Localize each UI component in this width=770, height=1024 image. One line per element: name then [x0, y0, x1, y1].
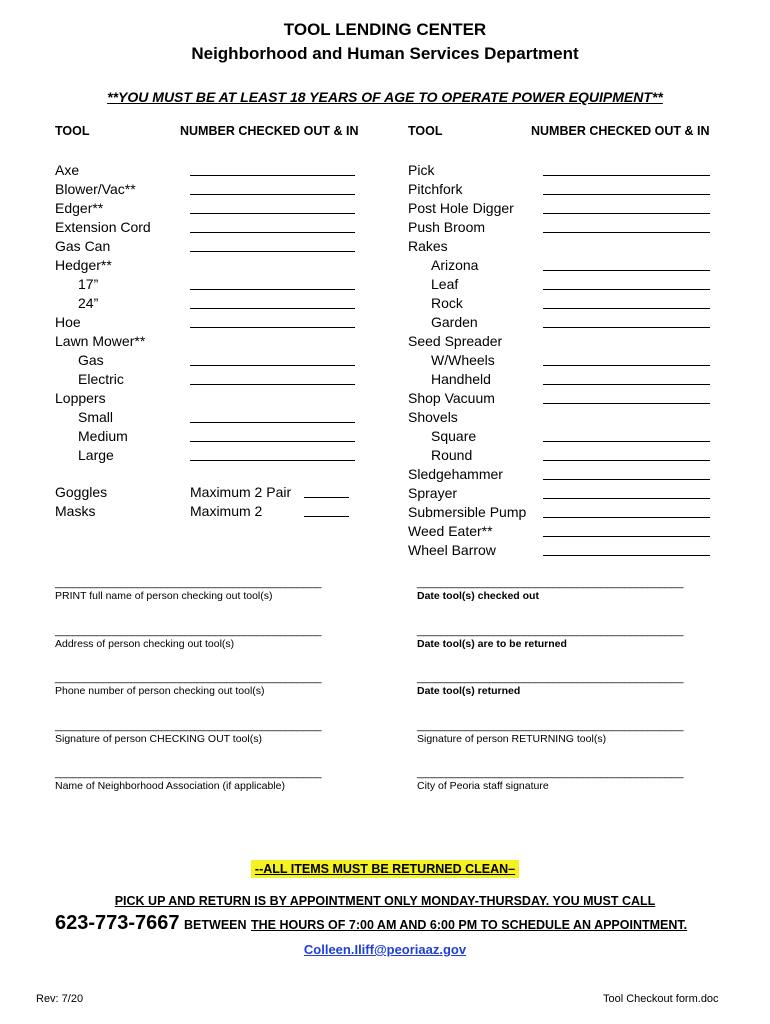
tool-item-label: Loppers: [55, 390, 106, 406]
count-entry-line[interactable]: [190, 327, 355, 328]
phone-line: [55, 912, 687, 935]
tool-item-label: Edger**: [55, 200, 104, 216]
count-entry-line[interactable]: [543, 384, 710, 385]
signature-field-label: Address of person checking out tool(s): [55, 638, 235, 650]
left-tool-header: TOOL: [55, 124, 90, 138]
count-entry-line[interactable]: [543, 517, 710, 518]
tool-item-label: Round: [431, 447, 473, 463]
count-entry-line[interactable]: [190, 365, 355, 366]
tool-item-label: Square: [431, 428, 477, 444]
tool-item-label: Medium: [78, 428, 128, 444]
signature-line[interactable]: _____________________________________________: [55, 720, 322, 732]
count-entry-line[interactable]: [304, 497, 349, 498]
count-entry-line[interactable]: [543, 308, 710, 309]
signature-field-label: Signature of person RETURNING tool(s): [417, 733, 607, 745]
email-wrap: [0, 941, 770, 959]
age-warning: **YOU MUST BE AT LEAST 18 YEARS OF AGE TO OPERATE POWER EQUIPMENT**: [107, 89, 663, 105]
count-entry-line[interactable]: [543, 175, 710, 176]
count-entry-line[interactable]: [543, 365, 710, 366]
safety-item-label: Masks: [55, 503, 96, 519]
signature-line[interactable]: _____________________________________________: [417, 767, 684, 779]
tool-item-label: Pick: [408, 162, 435, 178]
signature-field-label: City of Peoria staff signature: [417, 780, 549, 792]
tool-item-label: 24”: [78, 295, 99, 311]
department-subtitle: Neighborhood and Human Services Department: [191, 44, 579, 63]
phone-number: 623-773-7667: [55, 912, 180, 934]
tool-item-label: Hoe: [55, 314, 81, 330]
tool-item-label: Large: [78, 447, 114, 463]
tool-item-label: Arizona: [431, 257, 479, 273]
count-entry-line[interactable]: [543, 327, 710, 328]
tool-item-label: Submersible Pump: [408, 504, 527, 520]
signature-line[interactable]: _____________________________________________: [417, 625, 684, 637]
tool-item-label: Push Broom: [408, 219, 486, 235]
tool-item-label: Hedger**: [55, 257, 112, 273]
form-title: TOOL LENDING CENTER: [283, 20, 487, 39]
signature-field-label: Date tool(s) returned: [417, 685, 521, 697]
count-entry-line[interactable]: [543, 460, 710, 461]
count-entry-line[interactable]: [543, 498, 710, 499]
count-entry-line[interactable]: [190, 213, 355, 214]
max-quantity-label: Maximum 2: [190, 503, 263, 519]
tool-item-label: Post Hole Digger: [408, 200, 514, 216]
count-entry-line[interactable]: [190, 175, 355, 176]
max-quantity-label: Maximum 2 Pair: [190, 484, 292, 500]
tool-item-label: 17”: [78, 276, 99, 292]
clean-notice: --ALL ITEMS MUST BE RETURNED CLEAN–: [251, 860, 519, 878]
count-entry-line[interactable]: [543, 232, 710, 233]
tool-item-label: Garden: [431, 314, 478, 330]
tool-item-label: Leaf: [431, 276, 459, 292]
count-entry-line[interactable]: [190, 384, 355, 385]
count-entry-line[interactable]: [543, 555, 710, 556]
signature-line[interactable]: _____________________________________________: [417, 720, 684, 732]
right-tool-header: TOOL: [408, 124, 443, 138]
signature-field-label: Signature of person CHECKING OUT tool(s): [55, 733, 262, 745]
count-entry-line[interactable]: [190, 251, 355, 252]
tool-item-label: Gas Can: [55, 238, 111, 254]
signature-line[interactable]: _____________________________________________: [55, 767, 322, 779]
hours-text: THE HOURS OF 7:00 AM AND 6:00 PM TO SCHEDULE AN APPOINTMENT.: [250, 918, 688, 932]
between-text: BETWEEN: [184, 918, 247, 932]
count-entry-line[interactable]: [190, 289, 355, 290]
count-entry-line[interactable]: [190, 308, 355, 309]
safety-item-label: Goggles: [55, 484, 108, 500]
tool-item-label: Wheel Barrow: [408, 542, 496, 558]
count-entry-line[interactable]: [190, 422, 355, 423]
tool-item-label: Sledgehammer: [408, 466, 503, 482]
count-entry-line[interactable]: [190, 232, 355, 233]
count-entry-line[interactable]: [190, 194, 355, 195]
count-entry-line[interactable]: [190, 441, 355, 442]
tool-item-label: Blower/Vac**: [55, 181, 136, 197]
tool-item-label: Electric: [78, 371, 124, 387]
tool-item-label: Shovels: [408, 409, 458, 425]
tool-item-label: Extension Cord: [55, 219, 151, 235]
count-entry-line[interactable]: [543, 403, 710, 404]
signature-line[interactable]: _____________________________________________: [55, 672, 322, 684]
tool-item-label: Handheld: [431, 371, 491, 387]
signature-field-label: Name of Neighborhood Association (if applicable): [55, 780, 285, 792]
contact-email-link[interactable]: Colleen.Iliff@peoriaaz.gov: [303, 942, 467, 957]
tool-item-label: Lawn Mower**: [55, 333, 146, 349]
tool-item-label: Rock: [431, 295, 463, 311]
count-entry-line[interactable]: [543, 270, 710, 271]
right-number-header: NUMBER CHECKED OUT & IN: [531, 124, 710, 138]
count-entry-line[interactable]: [543, 441, 710, 442]
count-entry-line[interactable]: [543, 194, 710, 195]
count-entry-line[interactable]: [543, 536, 710, 537]
tool-item-label: Weed Eater**: [408, 523, 493, 539]
count-entry-line[interactable]: [543, 479, 710, 480]
signature-field-label: Phone number of person checking out tool(s): [55, 685, 265, 697]
revision-label: Rev: 7/20: [36, 993, 84, 1005]
tool-item-label: Sprayer: [408, 485, 458, 501]
signature-line[interactable]: _____________________________________________: [417, 577, 684, 589]
signature-field-label: Date tool(s) checked out: [417, 590, 539, 602]
tool-item-label: Seed Spreader: [408, 333, 503, 349]
count-entry-line[interactable]: [304, 516, 349, 517]
tool-item-label: Pitchfork: [408, 181, 463, 197]
count-entry-line[interactable]: [190, 460, 355, 461]
tool-item-label: Small: [78, 409, 114, 425]
count-entry-line[interactable]: [543, 213, 710, 214]
signature-line[interactable]: _____________________________________________: [55, 625, 322, 637]
signature-line[interactable]: _____________________________________________: [417, 672, 684, 684]
tool-item-label: Axe: [55, 162, 80, 178]
signature-field-label: PRINT full name of person checking out tool(s): [55, 590, 273, 602]
tool-item-label: Shop Vacuum: [408, 390, 495, 406]
tool-item-label: Gas: [78, 352, 104, 368]
clean-notice-wrap: [0, 860, 770, 878]
tool-item-label: Rakes: [408, 238, 448, 254]
signature-field-label: Date tool(s) are to be returned: [417, 638, 567, 650]
tool-item-label: W/Wheels: [431, 352, 495, 368]
count-entry-line[interactable]: [543, 289, 710, 290]
file-name-label: Tool Checkout form.doc: [603, 993, 719, 1005]
signature-line[interactable]: _____________________________________________: [55, 577, 322, 589]
appointment-notice: PICK UP AND RETURN IS BY APPOINTMENT ONLY MONDAY-THURSDAY. YOU MUST CALL: [114, 894, 656, 908]
left-number-header: NUMBER CHECKED OUT & IN: [180, 124, 359, 138]
